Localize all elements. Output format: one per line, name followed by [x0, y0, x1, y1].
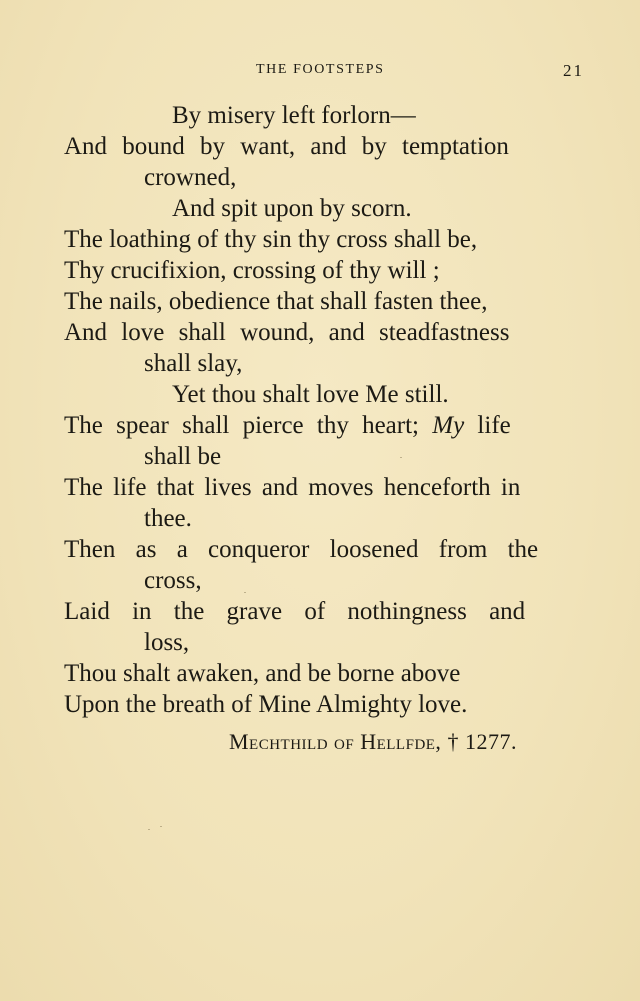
poem-line: Yet thou shalt love Me still.	[172, 381, 449, 408]
paper-speck	[244, 592, 246, 593]
poem-line-with-emphasis	[64, 410, 511, 441]
dagger-symbol: †	[447, 729, 459, 754]
emphasized-word: My	[432, 412, 465, 439]
paper-speck	[400, 457, 402, 458]
poem-line-text: life	[477, 412, 511, 439]
poem-line: And spit upon by scorn.	[172, 195, 412, 222]
poem-line: The nails, obedience that shall fasten thee,	[64, 288, 488, 315]
poem-line: And love shall wound, and steadfastness	[64, 319, 510, 346]
running-title: THE FOOTSTEPS	[256, 62, 385, 77]
attribution-author: Mechthild of Hellfde,	[229, 729, 442, 754]
poem-line: loss,	[144, 629, 190, 656]
poem-line: And bound by want, and by temptation	[64, 133, 509, 160]
page-number: 21	[563, 61, 584, 80]
poem-line: Then as a conqueror loosened from the	[64, 536, 539, 563]
poem-line: The loathing of thy sin thy cross shall be,	[64, 226, 478, 253]
paper-speck	[148, 829, 150, 830]
poem-line: The life that lives and moves henceforth in	[64, 474, 521, 501]
poem-line: Upon the breath of Mine Almighty love.	[64, 691, 468, 718]
poem-line: Laid in the grave of nothingness and	[64, 598, 526, 625]
poem-line: Thy crucifixion, crossing of thy will ;	[64, 257, 440, 284]
poem-line: thee.	[144, 505, 192, 532]
poem-line: shall slay,	[144, 350, 243, 377]
paper-speck	[160, 826, 162, 827]
attribution	[229, 728, 517, 756]
poem-line: shall be	[144, 443, 222, 470]
poem-line: cross,	[144, 567, 202, 594]
poem-line: By misery left forlorn—	[172, 102, 416, 129]
attribution-year: 1277.	[464, 729, 517, 754]
poem-line: Thou shalt awaken, and be borne above	[64, 660, 461, 687]
running-head	[0, 62, 640, 84]
poem-line: crowned,	[144, 164, 237, 191]
poem-line-text: The spear shall pierce thy heart;	[64, 412, 419, 439]
